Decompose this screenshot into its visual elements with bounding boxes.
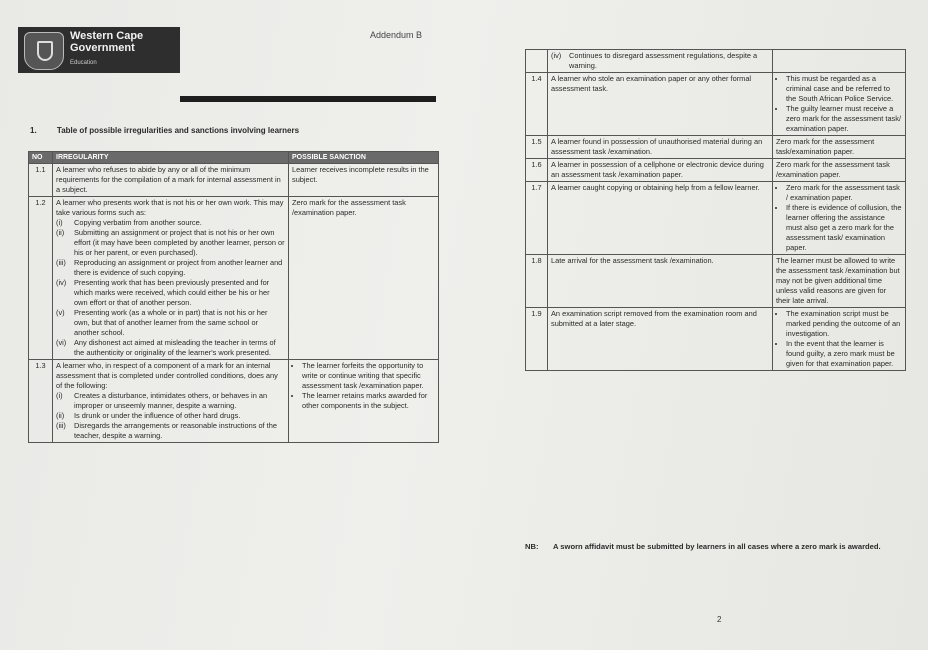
list-item: • The guilty learner must receive a zero mark for the assessment task/ examination paper. [786,104,902,134]
irregularity-cell: A learner who refuses to abide by any or all of the minimum requirements for the compilation of a mark for internal assessment in a subject. [53,164,289,197]
logo-line-1: Western Cape [70,30,144,42]
irregularity-intro: A learner who, in respect of a component of a mark for an internal assessment that is completed under controlled conditions, does any of the following: [56,361,278,390]
row-number: 1.2 [29,197,53,360]
irregularities-table-part-1 [28,151,439,443]
list-item: • The learner forfeits the opportunity to write or continue writing that specific assessment task /examination paper. [302,361,435,391]
table-row [526,136,906,159]
table-row [29,164,439,197]
row-number: 1.9 [526,308,548,371]
list-item: • Zero mark for the assessment task / examination paper. [786,183,902,203]
sanction-list [292,361,435,411]
list-item: (i) Creates a disturbance, intimidates others, or behaves in an improper or unseemly manner, despite a warning. [56,391,268,410]
addendum-label: Addendum B [370,30,423,40]
irregularity-cell [548,50,773,73]
header-rule [180,96,436,102]
nb-note [525,540,905,553]
sanction-cell: Zero mark for the assessment task/examination paper. [773,136,906,159]
table-row [29,360,439,443]
column-header-sanction: POSSIBLE SANCTION [289,152,439,164]
list-item: • If there is evidence of collusion, the learner offering the assistance must also get a zero mark for the assessment task/ examination paper. [786,203,902,253]
row-number: 1.4 [526,73,548,136]
sanction-list [776,74,902,134]
sanction-cell: Zero mark for the assessment task /examination paper. [773,159,906,182]
irregularity-list [551,51,769,71]
section-title: Table of possible irregularities and sanctions involving learners [56,126,300,135]
section-number: 1. [30,126,37,135]
row-number: 1.7 [526,182,548,255]
sanction-cell [773,182,906,255]
list-item: (i) Copying verbatim from another source. [56,218,202,227]
sanction-cell [289,360,439,443]
irregularity-cell: Late arrival for the assessment task /examination. [548,255,773,308]
row-number: 1.3 [29,360,53,443]
row-number: 1.1 [29,164,53,197]
irregularity-cell: A learner found in possession of unauthorised material during an assessment task /examination. [548,136,773,159]
section-heading [30,126,317,135]
irregularity-cell: An examination script removed from the examination room and submitted at a later stage. [548,308,773,371]
list-item: • In the event that the learner is found guilty, a zero mark must be given for that examination paper. [786,339,902,369]
table-row [526,182,906,255]
western-cape-government-logo [18,27,180,73]
irregularity-intro: A learner who presents work that is not his or her own work. This may take various forms such as: [56,198,284,217]
column-header-no: NO [29,152,53,164]
irregularity-cell [53,360,289,443]
list-item: (vi) Any dishonest act aimed at misleading the teacher in terms of the authenticity or originality of the learner's work presented. [56,338,276,357]
irregularity-cell [53,197,289,360]
table-header-row [29,152,439,164]
list-item: (iv) Presenting work that has been previously presented and for which marks were received, which could either be his or her own effort or that of another person. [56,278,270,307]
sanction-cell: Learner receives incomplete results in the subject. [289,164,439,197]
irregularity-list [56,391,285,441]
irregularities-table-part-2 [525,49,906,371]
list-item: (iii) Disregards the arrangements or reasonable instructions of the teacher, despite a warning. [56,421,277,440]
row-number: 1.8 [526,255,548,308]
nb-text: A sworn affidavit must be submitted by learners in all cases where a zero mark is awarded. [553,542,881,551]
list-item: (ii) Is drunk or under the influence of other hard drugs. [56,411,241,420]
list-item: • The learner retains marks awarded for other components in the subject. [302,391,435,411]
sanction-cell [773,50,906,73]
list-item: (v) Presenting work (as a whole or in part) that is not his or her own, but that of another learner from the same school or another school. [56,308,268,337]
table-row [526,50,906,73]
table-row [526,73,906,136]
list-item: (ii) Submitting an assignment or project that is not his or her own effort (it may have been completed by another learner, person or his or her parent, or even purchased). [56,228,285,257]
page-number: 2 [717,615,722,624]
nb-label: NB: [525,542,539,551]
logo-line-2: Government [70,42,135,54]
row-number: 1.6 [526,159,548,182]
sanction-list [776,183,902,253]
sanction-list [776,309,902,369]
list-item: (iii) Reproducing an assignment or project from another learner and there is evidence of such copying. [56,258,283,277]
column-header-irregularity: IRREGULARITY [53,152,289,164]
logo-line-3: Education [70,60,97,66]
table-row [526,308,906,371]
list-item: • This must be regarded as a criminal case and be referred to the South African Police Service. [786,74,902,104]
sanction-cell: Zero mark for the assessment task /examination paper. [289,197,439,360]
sanction-cell [773,308,906,371]
table-row [29,197,439,360]
row-number [526,50,548,73]
sanction-cell [773,73,906,136]
list-item: • The examination script must be marked pending the outcome of an investigation. [786,309,902,339]
coat-of-arms-icon [24,32,64,70]
list-item: (iv) Continues to disregard assessment regulations, despite a warning. [551,51,758,70]
irregularity-cell: A learner in possession of a cellphone or electronic device during an assessment task /examination paper. [548,159,773,182]
irregularity-cell: A learner who stole an examination paper or any other formal assessment task. [548,73,773,136]
irregularity-cell: A learner caught copying or obtaining help from a fellow learner. [548,182,773,255]
irregularity-list [56,218,285,358]
sanction-cell: The learner must be allowed to write the assessment task /examination but may not be given additional time unless valid reasons are given for their late arrival. [773,255,906,308]
table-row [526,255,906,308]
table-row [526,159,906,182]
row-number: 1.5 [526,136,548,159]
